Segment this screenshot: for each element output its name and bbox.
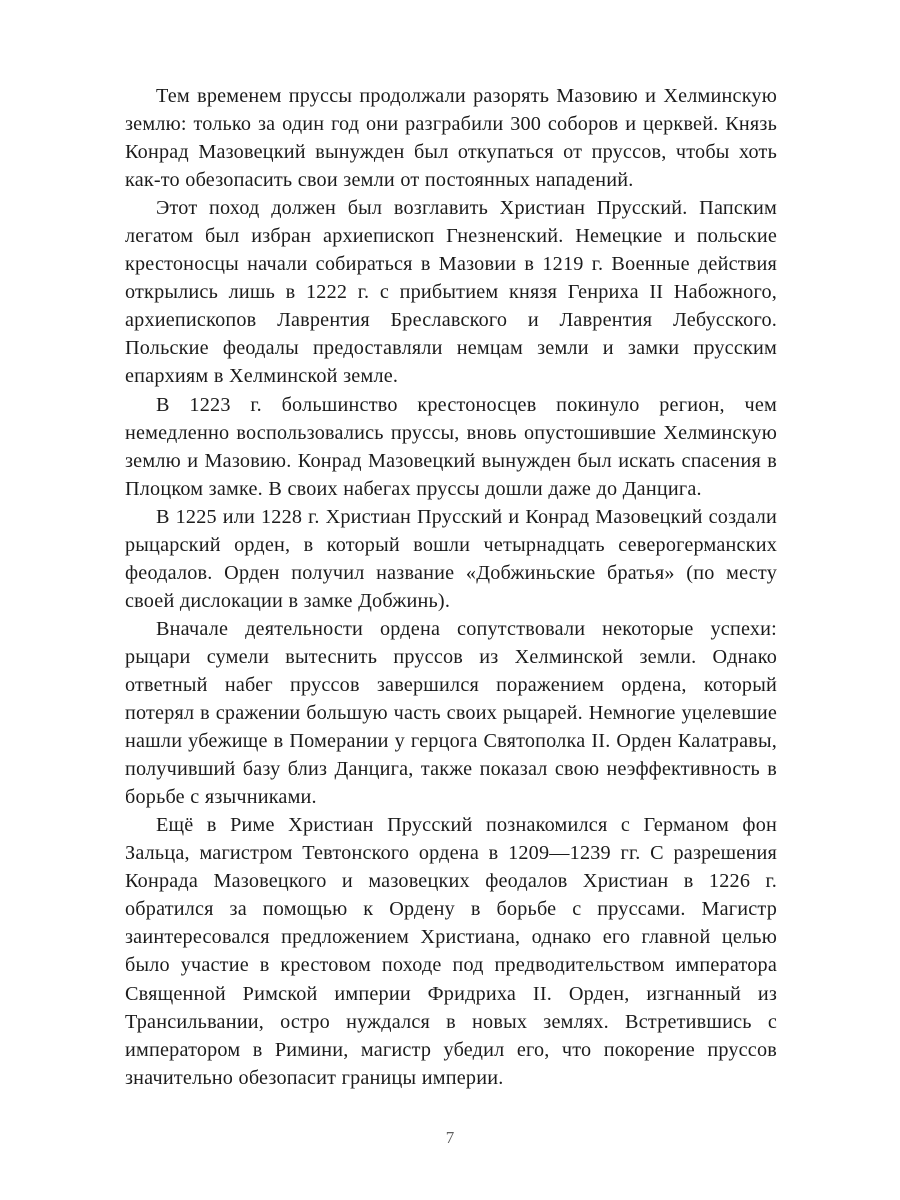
page-number: 7 (445, 1128, 455, 1147)
body-paragraph: В 1223 г. большинство крестоносцев покинуло регион, чем немедленно воспользовались пруссы, вновь опустошившие Хелминскую землю и Мазовию. Конрад Мазовецкий вынужден был искать спасения в Плоцком замке. В своих набегах пруссы дошли даже до Данцига. (125, 393, 777, 500)
body-paragraph: Вначале деятельности ордена сопутствовали некоторые успехи: рыцари сумели вытеснить пруссов из Хелминской земли. Однако ответный набег пруссов завершился поражением ордена, который потерял в сражении большую часть своих рыцарей. Немногие уцелевшие нашли убежище в Померании у герцога Святополка II. Орден Калатравы, получивший базу близ Данцига, также показал свою неэффективность в борьбе с язычниками. (125, 617, 777, 809)
body-paragraph: Ещё в Риме Христиан Прусский познакомился с Германом фон Зальца, магистром Тевтонского ордена в 1209—1239 гг. С разрешения Конрада Мазовецкого и мазовецких феодалов Христиан в 1226 г. обратился за помощью к Ордену в борьбе с пруссами. Магистр заинтересовался предложением Христиана, однако его главной целью было участие в крестовом походе под предводительством императора Священной Римской империи Фридриха II. Орден, изгнанный из Трансильвании, остро нуждался в новых землях. Встретившись с императором в Римини, магистр убедил его, что покорение пруссов значительно обезопасит границы империи. (125, 814, 777, 1089)
body-text-column (125, 82, 777, 1092)
body-paragraph: Этот поход должен был возглавить Христиан Прусский. Папским легатом был избран архиепископ Гнезненский. Немецкие и польские крестоносцы начали собираться в Мазовии в 1219 г. Военные действия открылись лишь в 1222 г. с прибытием князя Генриха II Набожного, архиепископов Лаврентия Бреславского и Лаврентия Лебусского. Польские феодалы предоставляли немцам земли и замки прусским епархиям в Хелминской земле. (125, 197, 777, 388)
body-paragraph: Тем временем пруссы продолжали разорять Мазовию и Хелминскую землю: только за один год они разграбили 300 соборов и церквей. Князь Конрад Мазовецкий вынужден был откупаться от пруссов, чтобы хоть как-то обезопасить свои земли от постоянных нападений. (125, 85, 777, 192)
body-paragraph: В 1225 или 1228 г. Христиан Прусский и Конрад Мазовецкий создали рыцарский орден, в который вошли четырнадцать северогерманских феодалов. Орден получил название «Добжиньские братья» (по месту своей дислокации в замке Добжинь). (125, 505, 777, 612)
